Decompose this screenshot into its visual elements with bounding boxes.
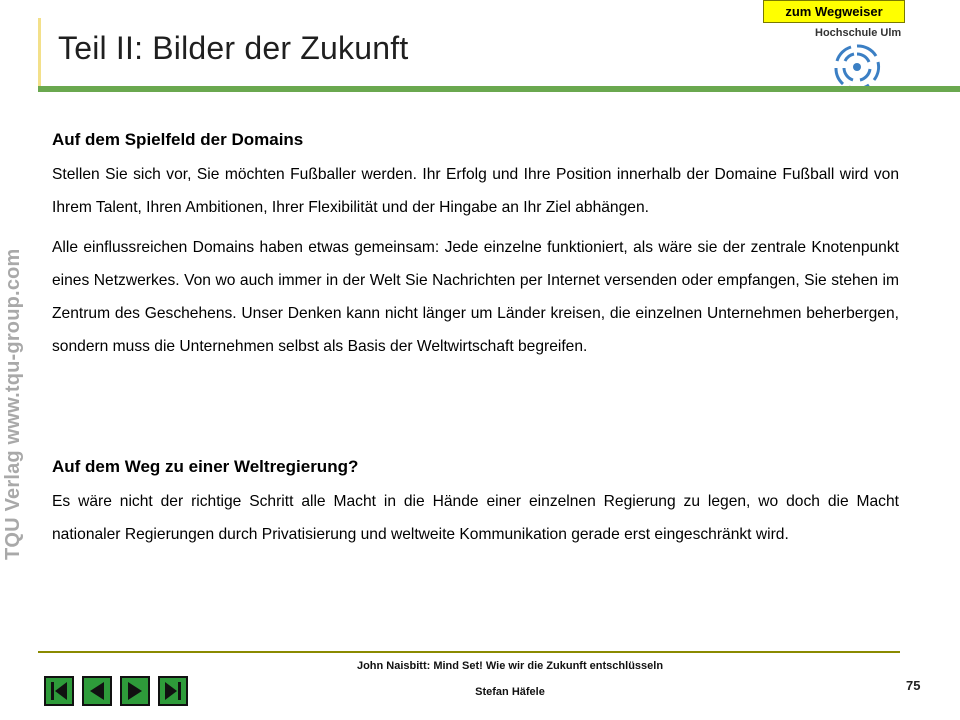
first-page-icon (46, 678, 72, 704)
title-divider (38, 18, 41, 88)
section-domains (52, 130, 899, 363)
previous-page-button[interactable] (82, 676, 112, 706)
section-weltregierung (52, 457, 899, 551)
hochschule-logo-icon (832, 42, 882, 92)
institution-name: Hochschule Ulm (815, 27, 902, 39)
slide-navigation (44, 676, 188, 706)
last-page-icon (160, 678, 186, 704)
section-heading: Auf dem Spielfeld der Domains (52, 130, 304, 149)
footer-divider (38, 651, 900, 653)
paragraph: Alle einflussreichen Domains haben etwas gemeinsam: Jede einzelne funktioniert, als wäre sie der zentrale Knotenpunkt eines Netzwerkes. Von wo auch immer in der Welt Sie Nachrichten per Internet versenden oder empfangen, Sie stehen im Zentrum des Geschehens. Unser Denken kann nicht länger um Länder kreisen, die einzelnen Unternehmen beherbergen, sondern muss die Unternehmen selbst als Basis der Weltwirtschaft begreifen. (52, 239, 899, 355)
section-heading: Auf dem Weg zu einer Weltregierung? (52, 457, 359, 476)
wegweiser-button[interactable]: zum Wegweiser (763, 0, 905, 23)
book-reference: John Naisbitt: Mind Set! Wie wir die Zukunft entschlüsseln (356, 660, 664, 672)
previous-page-icon (84, 678, 110, 704)
next-page-button[interactable] (120, 676, 150, 706)
page-title: Teil II: Bilder der Zukunft (58, 30, 409, 66)
header-accent-bar (38, 86, 960, 92)
paragraph: Stellen Sie sich vor, Sie möchten Fußballer werden. Ihr Erfolg und Ihre Position innerhalb der Domaine Fußball wird von Ihrem Talent, Ihren Ambitionen, Ihrer Flexibilität und der Hingabe an Ihr Ziel abhängen. (52, 166, 899, 216)
page-number: 75 (906, 678, 921, 693)
first-page-button[interactable] (44, 676, 74, 706)
author-name: Stefan Häfele (475, 686, 545, 698)
paragraph: Es wäre nicht der richtige Schritt alle Macht in die Hände einer einzelnen Regierung zu legen, wo doch die Macht nationaler Regierungen durch Privatisierung und weltweite Kommunikation gerade erst eingeschränkt wird. (52, 493, 899, 543)
last-page-button[interactable] (158, 676, 188, 706)
next-page-icon (122, 678, 148, 704)
publisher-vertical-text: TQU Verlag www.tqu-group.com (2, 248, 24, 560)
